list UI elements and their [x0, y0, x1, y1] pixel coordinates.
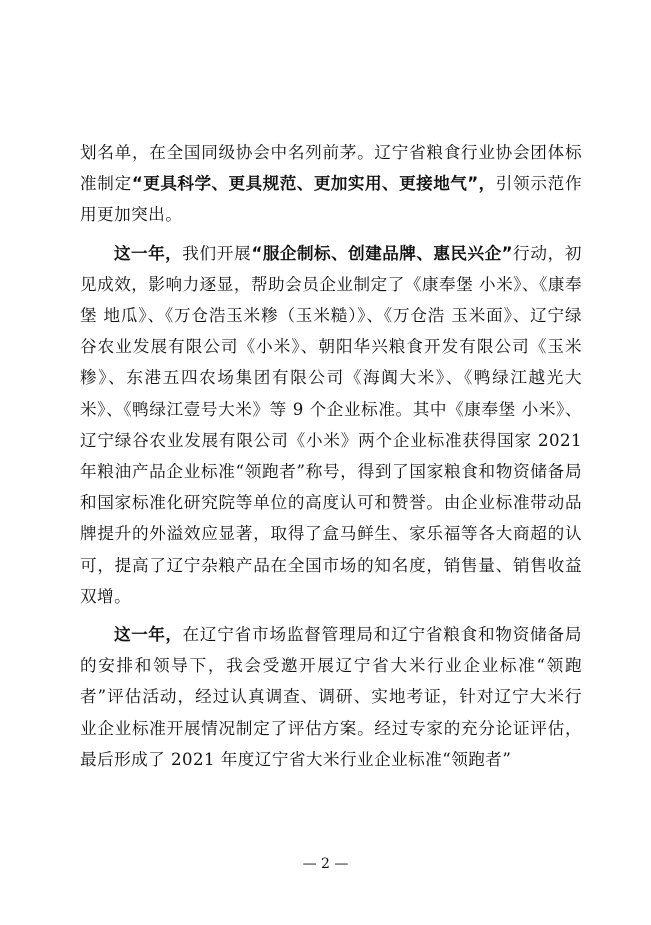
bold-text-run: 这一年，	[114, 243, 183, 263]
text-run: 在辽宁省市场监督管理局和辽宁省粮食和物资储备局的安排和领导下，我会受邀开展辽宁省大米行业企业标准“领跑者”评估活动，经过认真调查、调研、实地考证，针对辽宁大米行业企业标准开展情况制定了评估方案。经过专家的充分论证评估，最后形成了 2021 年度辽宁省大米行业企业标准“领跑者”	[80, 625, 582, 769]
bold-text-run: 这一年，	[114, 625, 183, 645]
paragraph-3	[80, 619, 582, 775]
bold-text-run: “更具科学、更具规范、更加实用、更接地气”，	[131, 174, 496, 194]
text-run: 划名单，在全国同级协会中名列前茅。辽宁省粮食行业协会团体标准制定	[80, 143, 582, 194]
text-run: 引领示范作用更加突出。	[80, 174, 582, 225]
text-run: 行动，初见成效，影响力逐显，帮助会员企业制定了《康奉堡 小米》、《康奉堡 地瓜》、《万仓浩玉米糁（玉米糙）》、《万仓浩 玉米面》、辽宁绿谷农业发展有限公司《小米》、朝阳华兴粮食开发有限公司《玉米糁》、东港五四农场集团有限公司《海阗大米》、《鸭绿江越光大米》、《鸭绿江壹号大米》等 9 个企业标准。其中《康奉堡 小米》、辽宁绿谷农业发展有限公司《小米》两个企业标准获得国家 2021 年粮油产品企业标准“领跑者”称号，得到了国家粮食和物资储备局和国家标准化研究院等单位的高度认可和赞誉。由企业标准带动品牌提升的外溢效应显著，取得了盒马鲜生、家乐福等各大商超的认可，提高了辽宁杂粮产品在全国市场的知名度，销售量、销售收益双增。	[80, 243, 582, 606]
paragraph-1	[80, 137, 582, 231]
body-text	[80, 137, 582, 782]
page-number: — 2 —	[302, 856, 349, 872]
text-run: 我们开展	[182, 243, 252, 263]
paragraph-2	[80, 238, 582, 612]
bold-text-run: “服企制标、创建品牌、惠民兴企”	[251, 243, 513, 263]
